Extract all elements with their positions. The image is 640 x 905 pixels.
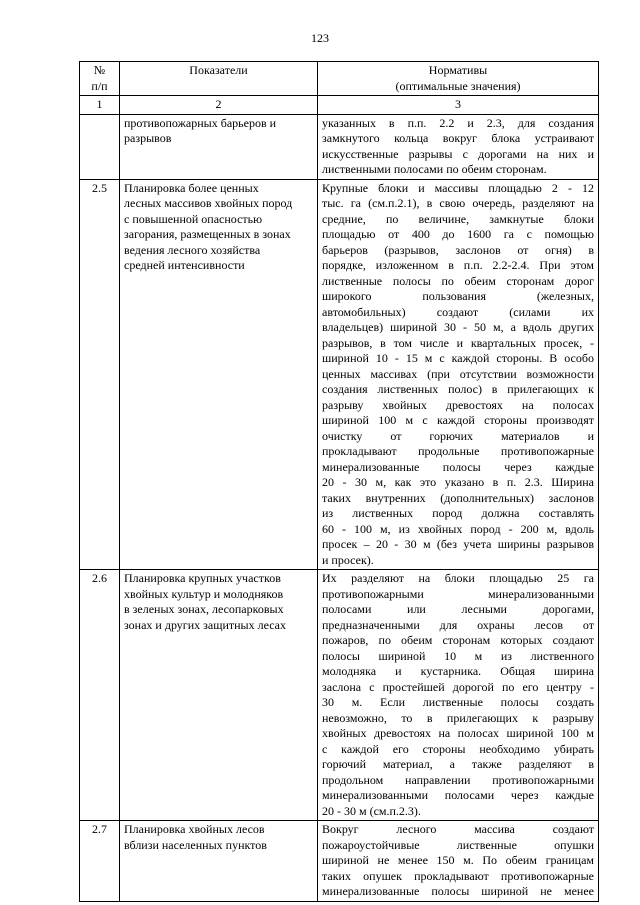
norm-line: барьеров (разрывов, заслонов от огня) в xyxy=(322,242,594,257)
norm-line: шириной 100 м с каждой стороны производят xyxy=(322,413,594,427)
indicator-line: Планировка крупных участков xyxy=(124,571,281,585)
norm-line: с каждой его стороны необходимо убирать xyxy=(322,741,594,756)
column-index: 3 xyxy=(318,96,599,115)
table-row xyxy=(80,179,599,570)
indicator-line: хвойных культур и молодняков xyxy=(124,586,284,601)
norm-line: Вокруг лесного массива создают xyxy=(322,822,594,836)
norm-line: минерализованные полосы шириной не менее xyxy=(322,884,594,898)
norm-line: полосы шириной 10 м из лиственного xyxy=(322,648,594,663)
row-number: 2.6 xyxy=(80,570,120,821)
header-norms-line: Нормативы xyxy=(428,63,488,77)
header-number-line: № xyxy=(93,63,106,77)
norm-line: невозможно, то в прилегающих к разрыву xyxy=(322,710,594,725)
norm-line: владельцев) шириной 30 - 50 м, а вдоль других xyxy=(322,320,594,334)
norm-line: полосами или лесными дорогами, xyxy=(322,602,594,616)
norm-line: минерализованные полосы через каждые xyxy=(322,459,594,474)
norm-line: молодняка и кустарника. Общая ширина xyxy=(322,664,594,678)
table-row xyxy=(80,570,599,821)
row-number: 2.7 xyxy=(80,821,120,902)
column-index: 2 xyxy=(120,96,318,115)
indicator-line: противопожарных барьеров и xyxy=(124,115,277,130)
norm-line: площадью от 400 до 1600 га с помощью xyxy=(322,227,594,241)
norm-cell xyxy=(318,821,599,902)
norm-line: ценных массивах (при отсутствии возможности xyxy=(322,366,594,381)
column-index-row xyxy=(80,96,599,115)
header-number xyxy=(80,62,120,96)
norm-line: 20 - 30 м (см.п.2.3). xyxy=(322,803,421,818)
norm-line: хвойных древостоях на полосах шириной 100 м xyxy=(322,726,594,740)
norm-line: Крупные блоки и массивы площадью 2 - 12 xyxy=(322,180,594,195)
norm-cell xyxy=(318,570,599,821)
norm-line: заслона с простейшей дорогой по его центру - xyxy=(322,679,594,694)
norm-line: просек – 20 - 30 м (без учета ширины разрывов xyxy=(322,537,594,551)
indicator-line: ведения лесного хозяйства xyxy=(124,242,261,257)
norm-line: предназначенными для охраны лесов от xyxy=(322,617,594,632)
norm-line: лиственными полосами по обеим сторонам. xyxy=(322,162,547,176)
header-indicators: Показатели xyxy=(120,62,318,96)
table-header-row xyxy=(80,62,599,96)
norm-line: средние, по величине, замкнутые блоки xyxy=(322,211,594,226)
norm-line: шириной не менее 150 м. По обеим границам xyxy=(322,853,594,867)
norm-line: Их разделяют на блоки площадью 25 га xyxy=(322,571,594,585)
indicator-line: разрывов xyxy=(124,131,172,145)
norm-line: 30 м. Если лиственные полосы создать xyxy=(322,695,594,709)
norm-line: автомобильных) создают (силами их xyxy=(322,304,594,319)
norm-line: и просек). xyxy=(322,552,374,567)
norm-line: минерализованными полосами через каждые xyxy=(322,788,594,802)
indicator-cell xyxy=(120,570,318,821)
norm-line: горючий материал, а также разделяют в xyxy=(322,757,594,771)
norm-line: прокладывают продольные противопожарные xyxy=(322,444,594,458)
norm-cell xyxy=(318,114,599,179)
norm-line: разрывов, в том числе и квартальных просек, - xyxy=(322,335,594,350)
norm-line: таких внутренних (дополнительных) заслонов xyxy=(322,490,594,505)
norm-line: очистку от горючих материалов и xyxy=(322,428,594,443)
norm-line: создания лиственных полос) в прилегающих к xyxy=(322,382,594,396)
norm-line: указанных в п.п. 2.2 и 2.3, для создания xyxy=(322,115,594,130)
norm-line: искусственные разрывы с дорогами на них и xyxy=(322,146,594,161)
norm-line: замкнутого кольца вокруг блока устраивают xyxy=(322,131,594,145)
indicator-line: загорания, размещенных в зонах xyxy=(124,227,291,241)
header-number-line: п/п xyxy=(91,78,108,93)
norm-line: 60 - 100 м, из хвойных пород - 200 м, вдоль xyxy=(322,521,594,536)
norm-line: пожароустойчивые лиственные опушки xyxy=(322,837,594,852)
column-index: 1 xyxy=(80,96,120,115)
norm-line: противопожарными минерализованными xyxy=(322,586,594,601)
indicator-line: зонах и других защитных лесах xyxy=(124,617,286,632)
indicator-line: в зеленых зонах, лесопарковых xyxy=(124,602,284,616)
indicator-line: с повышенной опасностью xyxy=(124,211,263,226)
norm-cell xyxy=(318,179,599,570)
table-row xyxy=(80,114,599,179)
row-number: 2.5 xyxy=(80,179,120,570)
norm-line: порядке, изложенном в п.п. 2.2-2.4. При этом xyxy=(322,258,594,272)
header-norms-line: (оптимальные значения) xyxy=(395,78,521,93)
indicator-line: вблизи населенных пунктов xyxy=(124,837,267,852)
header-norms xyxy=(318,62,599,96)
norm-line: разрыву хвойных древостоях на полосах xyxy=(322,397,594,412)
table-row xyxy=(80,821,599,902)
page-number: 123 xyxy=(311,31,329,45)
norm-line: лиственные полосы по обеим сторонам дорог xyxy=(322,273,594,288)
norms-table xyxy=(79,61,599,902)
indicator-line: средней интенсивности xyxy=(124,258,245,272)
norm-line: пожаров, по обеим сторонам которых создают xyxy=(322,633,594,647)
indicator-cell xyxy=(120,821,318,902)
norm-line: шириной 10 - 15 м с каждой стороны. В особо xyxy=(322,351,594,365)
norm-line: тыс. га (см.п.2.1), в свою очередь, разделяют на xyxy=(322,196,594,210)
indicator-line: Планировка более ценных xyxy=(124,180,259,195)
indicator-cell xyxy=(120,114,318,179)
norm-line: широкого пользования (железных, xyxy=(322,289,594,303)
norm-line: таких опушек прокладывают противопожарные xyxy=(322,868,594,883)
indicator-cell xyxy=(120,179,318,570)
norm-line: 20 - 30 м, как это указано в п. 2.3. Ширина xyxy=(322,475,594,489)
row-number xyxy=(80,114,120,179)
norm-line: из лиственных пород должна составлять xyxy=(322,506,594,520)
norm-line: продольном направлении противопожарными xyxy=(322,772,594,787)
indicator-line: Планировка хвойных лесов xyxy=(124,822,265,836)
indicator-line: лесных массивов хвойных пород xyxy=(124,196,293,210)
